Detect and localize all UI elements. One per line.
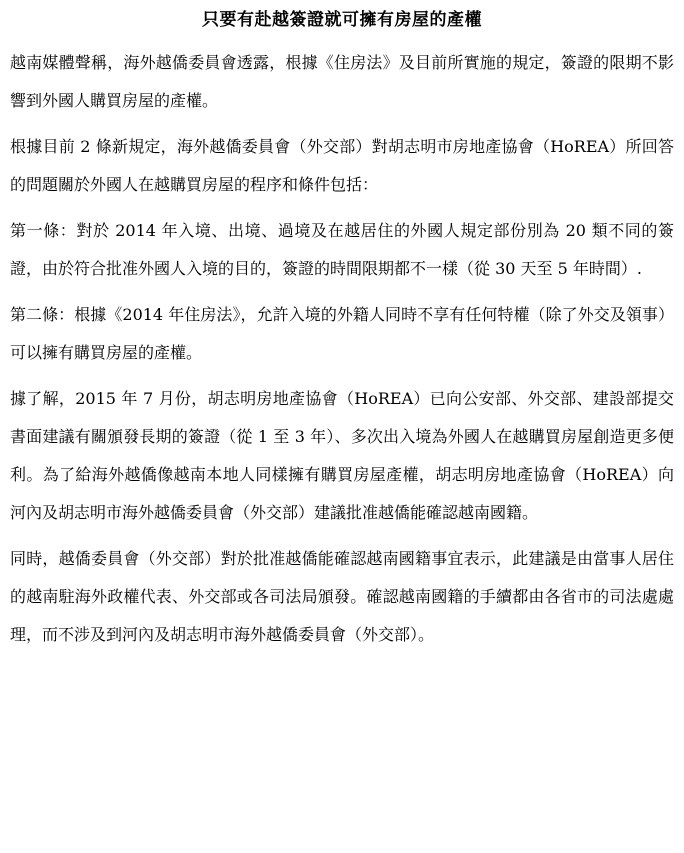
paragraph-intro: 越南媒體聲稱，海外越僑委員會透露，根據《住房法》及目前所實施的規定，簽證的限期不影響到外國人購買房屋的產權。 (10, 53, 674, 110)
paragraph-new-rules: 根據目前 2 條新規定，海外越僑委員會（外交部）對胡志明市房地產協會（HoREA）所回答的問題關於外國人在越購買房屋的程序和條件包括： (10, 137, 674, 194)
paragraph-article-two: 第二條：根據《2014 年住房法》，允許入境的外籍人同時不享有任何特權（除了外交及領事）可以擁有購買房屋的產權。 (10, 305, 674, 362)
paragraph-nationality-confirmation: 同時，越僑委員會（外交部）對於批准越僑能確認越南國籍事宜表示，此建議是由當事人居住的越南駐海外政權代表、外交部或各司法局頒發。確認越南國籍的手續都由各省市的司法處處理，而不涉及到河內及胡志明市海外越僑委員會（外交部）。 (10, 549, 674, 644)
article-title: 只要有赴越簽證就可擁有房屋的產權 (202, 10, 482, 30)
paragraph-horea-proposal: 據了解，2015 年 7 月份，胡志明房地產協會（HoREA）已向公安部、外交部、建設部提交書面建議有關頒發長期的簽證（從 1 至 3 年）、多次出入境為外國人在越購買房屋創造更多便利。為了給海外越僑像越南本地人同樣擁有購買房屋產權，胡志明房地產協會（HoREA）向河內及胡志明市海外越僑委員會（外交部）建議批准越僑能確認越南國籍。 (10, 389, 674, 522)
paragraph-article-one: 第一條：對於 2014 年入境、出境、過境及在越居住的外國人規定部份別為 20 類不同的簽證，由於符合批准外國人入境的目的，簽證的時間限期都不一樣（從 30 天至 5 年時間）. (10, 221, 674, 278)
